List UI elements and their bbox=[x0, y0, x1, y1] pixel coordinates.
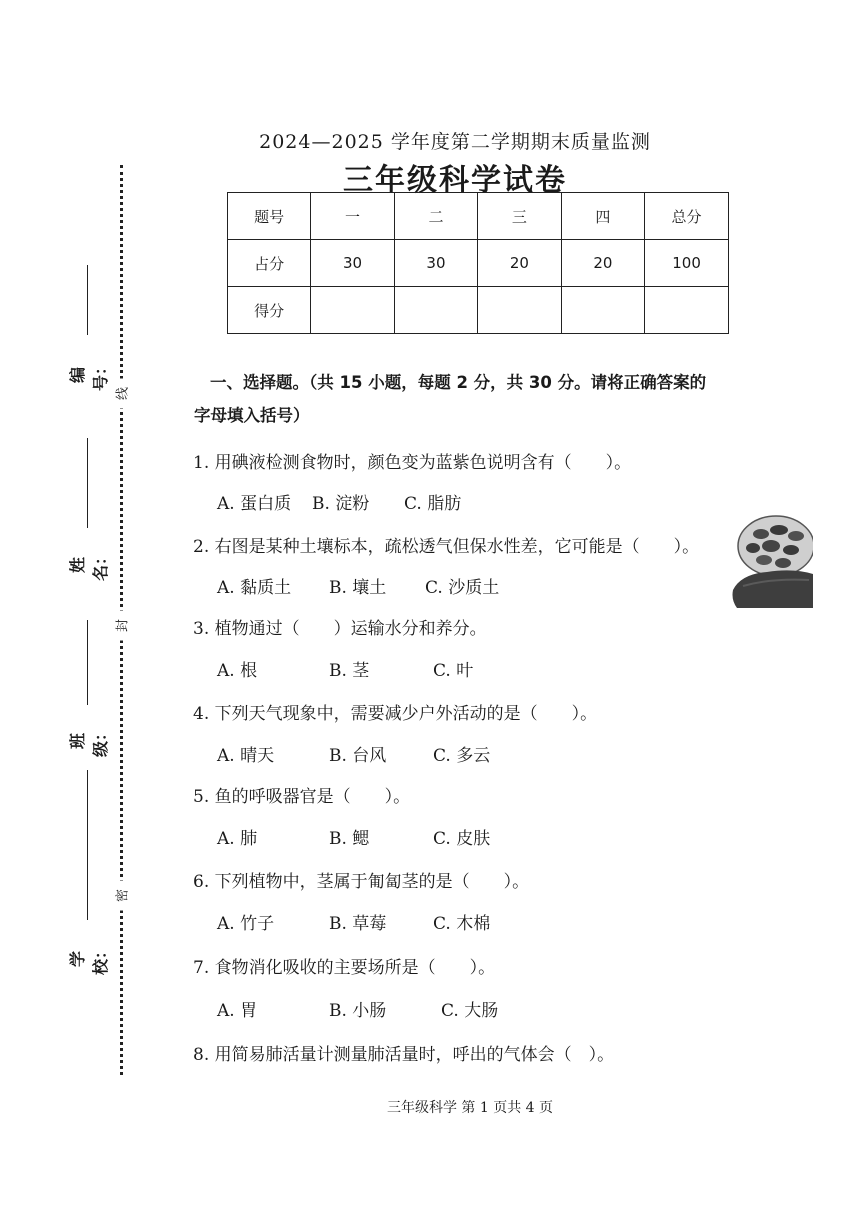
option-a[interactable]: A. 晴天 bbox=[217, 746, 275, 766]
seal-char-xian: 线 bbox=[112, 379, 131, 409]
option-b[interactable]: B. 茎 bbox=[329, 661, 370, 681]
score-entry-cell[interactable] bbox=[394, 287, 477, 334]
table-cell: 20 bbox=[478, 240, 561, 287]
section-heading-line: 一、选择题。（共 15 小题，每题 2 分，共 30 分。请将正确答案的 bbox=[210, 373, 707, 392]
table-cell: 100 bbox=[645, 240, 729, 287]
table-cell: 30 bbox=[394, 240, 477, 287]
field-label-number: 编号： bbox=[68, 359, 110, 392]
option-a[interactable]: A. 根 bbox=[217, 661, 258, 681]
table-cell: 30 bbox=[311, 240, 394, 287]
table-cell: 四 bbox=[561, 193, 644, 240]
field-line-number[interactable] bbox=[87, 265, 88, 335]
option-c[interactable]: C. 大肠 bbox=[441, 1001, 499, 1021]
option-c[interactable]: C. 皮肤 bbox=[433, 829, 491, 849]
question-7-options bbox=[217, 996, 498, 1021]
table-cell: 三 bbox=[478, 193, 561, 240]
question-3-options bbox=[217, 656, 473, 681]
section-heading bbox=[194, 366, 774, 432]
table-cell: 一 bbox=[311, 193, 394, 240]
question-6-options bbox=[217, 909, 490, 934]
question-6: 6. 下列植物中，茎属于匍匐茎的是（ ）。 bbox=[193, 872, 530, 892]
question-8: 8. 用简易肺活量计测量肺活量时，呼出的气体会（ ）。 bbox=[193, 1045, 615, 1065]
exam-title: 三年级科学试卷 bbox=[343, 163, 567, 198]
page-footer: 三年级科学 第 1 页共 4 页 bbox=[386, 1100, 554, 1116]
question-5: 5. 鱼的呼吸器官是（ ）。 bbox=[193, 787, 411, 807]
score-entry-cell[interactable] bbox=[311, 287, 394, 334]
field-line-school[interactable] bbox=[87, 770, 88, 920]
option-a[interactable]: A. 竹子 bbox=[217, 914, 275, 934]
option-b[interactable]: B. 小肠 bbox=[329, 1001, 387, 1021]
seal-char-feng: 封 bbox=[112, 611, 131, 641]
field-line-class[interactable] bbox=[87, 620, 88, 705]
question-2-options bbox=[217, 573, 499, 598]
option-c[interactable]: C. 木棉 bbox=[433, 914, 491, 934]
table-cell: 占分 bbox=[228, 240, 311, 287]
question-4-options bbox=[217, 741, 490, 766]
option-c[interactable]: C. 沙质土 bbox=[425, 578, 500, 598]
section-heading-line: 字母填入括号） bbox=[194, 406, 310, 425]
question-5-options bbox=[217, 824, 490, 849]
option-a[interactable]: A. 蛋白质 bbox=[217, 494, 292, 514]
table-cell: 总分 bbox=[645, 193, 729, 240]
question-4: 4. 下列天气现象中，需要减少户外活动的是（ ）。 bbox=[193, 704, 598, 724]
option-a[interactable]: A. 肺 bbox=[217, 829, 258, 849]
score-entry-cell[interactable] bbox=[645, 287, 729, 334]
table-row bbox=[228, 193, 729, 240]
option-a[interactable]: A. 胃 bbox=[217, 1001, 258, 1021]
score-entry-cell[interactable] bbox=[561, 287, 644, 334]
question-1: 1. 用碘液检测食物时，颜色变为蓝紫色说明含有（ ）。 bbox=[193, 453, 632, 473]
table-cell: 得分 bbox=[228, 287, 311, 334]
option-b[interactable]: B. 台风 bbox=[329, 746, 387, 766]
table-cell: 二 bbox=[394, 193, 477, 240]
option-c[interactable]: C. 脂肪 bbox=[404, 494, 462, 514]
table-row bbox=[228, 240, 729, 287]
question-7: 7. 食物消化吸收的主要场所是（ ）。 bbox=[193, 958, 496, 978]
exam-subtitle: 2024—2025 学年度第二学期期末质量监测 bbox=[259, 131, 651, 153]
option-c[interactable]: C. 叶 bbox=[433, 661, 474, 681]
field-label-class: 班级： bbox=[68, 725, 110, 758]
option-c[interactable]: C. 多云 bbox=[433, 746, 491, 766]
question-1-options bbox=[217, 489, 461, 514]
question-2: 2. 右图是某种土壤标本，疏松透气但保水性差，它可能是（ ）。 bbox=[193, 537, 700, 557]
table-row bbox=[228, 287, 729, 334]
score-table bbox=[227, 192, 729, 334]
option-a[interactable]: A. 黏质土 bbox=[217, 578, 292, 598]
field-label-school: 学校： bbox=[68, 943, 110, 976]
option-b[interactable]: B. 壤土 bbox=[329, 578, 387, 598]
field-label-name: 姓名： bbox=[68, 549, 110, 582]
soil-sample-image bbox=[731, 508, 813, 608]
option-b[interactable]: B. 淀粉 bbox=[312, 494, 370, 514]
score-entry-cell[interactable] bbox=[478, 287, 561, 334]
table-cell: 题号 bbox=[228, 193, 311, 240]
field-line-name[interactable] bbox=[87, 438, 88, 528]
seal-char-mi: 密 bbox=[112, 881, 131, 911]
option-b[interactable]: B. 草莓 bbox=[329, 914, 387, 934]
option-b[interactable]: B. 鳃 bbox=[329, 829, 370, 849]
question-3: 3. 植物通过（ ）运输水分和养分。 bbox=[193, 619, 487, 639]
table-cell: 20 bbox=[561, 240, 644, 287]
